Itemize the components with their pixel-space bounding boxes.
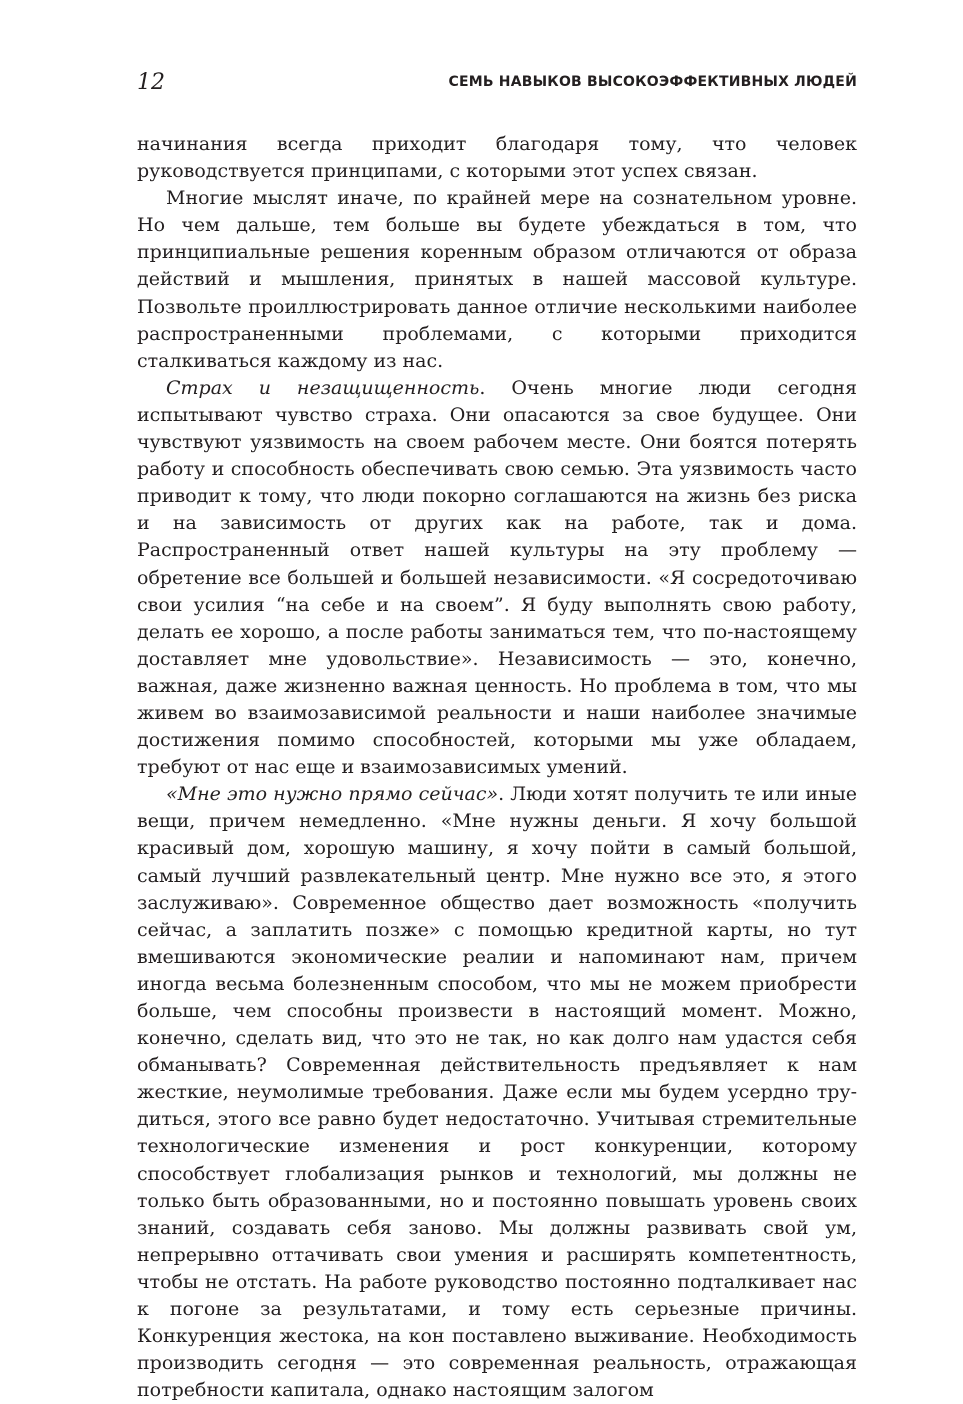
- paragraph-lead-italic: «Мне это нужно прямо сейчас»: [166, 783, 499, 806]
- running-title: СЕМЬ НАВЫКОВ ВЫСОКОЭФФЕКТИВНЫХ ЛЮДЕЙ: [448, 74, 857, 90]
- paragraph-text: начинания всегда приходит благодаря тому, что человек руководствуется принципами, с которыми этот успех связан.: [137, 133, 857, 183]
- page-number: 12: [137, 70, 165, 95]
- paragraph-lead-italic: Страх и незащищенность: [166, 376, 480, 399]
- paragraph: [137, 781, 857, 1404]
- body-text: [137, 131, 857, 1404]
- paragraph-text: . Очень многие люди сегодня испытывают чувство страха. Они опасаются за свое будущее. Они чувствуют уязвимость на своем рабочем месте. Они боятся потерять работу и способность обеспечивать свою семью. Эта уязвимость часто приводит к тому, что люди покорно соглашаются на жизнь без риска и на зависимость от других как на работе, так и дома. Распространенный ответ нашей культуры на эту проблему — обретение все большей и большей независимости. «Я сосредоточиваю свои усилия “на себе и на своем”. Я буду выполнять свою работу, делать ее хорошо, а после работы заниматься тем, что по-настоящему доставляет мне удовольствие». Независимость — это, конечно, важная, даже жизненно важная ценность. Но проблема в том, что мы живем во взаимозависимой реальности и наши наиболее значимые достижения помимо способностей, которыми мы уже обладаем, требуют от нас еще и взаимозависимых умений.: [137, 376, 858, 779]
- paragraph: [137, 185, 857, 375]
- paragraph: [137, 131, 857, 185]
- paragraph-text: . Люди хотят получить те или иные вещи, причем немедленно. «Мне нужны деньги. Я хочу большой красивый дом, хорошую машину, я хочу пойти в самый большой, самый лучший развлекательный центр. Мне нужно все это, я этого заслуживаю». Современное общество дает возможность «получить сейчас, а заплатить позже» с помощью кредитной карты, но тут вмешиваются экономические реалии и напоминают нам, причем иногда весьма болезненным способом, что мы не можем приобрести больше, чем способны произвести в настоящий момент. Можно, конечно, сделать вид, что это не так, но как долго нам удастся себя обманывать? Современная действительность предъявляет к нам жесткие, неумолимые требования. Даже если мы будем усердно трудиться, этого все равно будет недостаточно. Учитывая стремительные технологические изменения и рост конкуренции, которому способствует глобализация рынков и технологий, мы должны не только быть образованными, но и постоянно повышать уровень своих знаний, создавать себя заново. Мы должны развивать свой ум, непрерывно оттачивать свои умения и расширять компетентность, чтобы не отстать. На работе руководство постоянно подталкивает нас к погоне за результатами, и тому есть серьезные причины. Конкуренция жестока, на кон поставлено выживание. Необходимость производить сегодня — это современная реальность, отражающая потребности капитала, однако настоящим залогом: [137, 783, 857, 1402]
- paragraph-text: Многие мыслят иначе, по крайней мере на сознательном уровне. Но чем дальше, тем больше вы будете убеждаться в том, что принципиальные решения коренным образом отличаются от образа действий и мышления, принятых в нашей массовой культуре. Позвольте проиллюстрировать данное отличие несколькими наиболее распространенными проблемами, с которыми приходится сталкиваться каждому из нас.: [137, 187, 857, 372]
- paragraph: [137, 375, 857, 781]
- page-header: [137, 70, 857, 100]
